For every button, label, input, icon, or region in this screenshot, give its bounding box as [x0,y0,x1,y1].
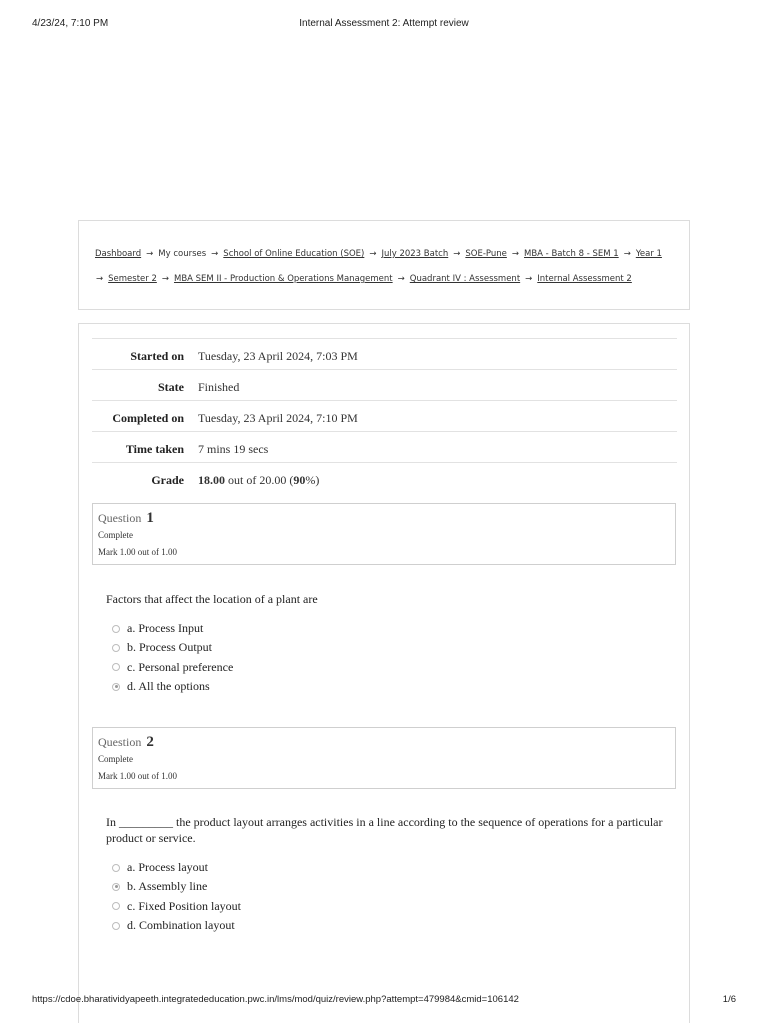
question-mark: Mark 1.00 out of 1.00 [98,547,177,557]
breadcrumb-separator-icon: → [453,249,461,259]
radio-button[interactable] [112,883,120,891]
print-url: https://cdoe.bharatividyapeeth.integratededucation.pwc.in/lms/mod/quiz/review.php?attempt=479984&cmid=106142 [32,994,519,1005]
summary-label: Grade [151,473,184,487]
summary-value: Tuesday, 23 April 2024, 7:10 PM [198,411,358,425]
answer-option[interactable] [112,658,233,677]
breadcrumb-item[interactable]: Quadrant IV : Assessment [409,274,521,284]
question-state: Complete [98,754,133,764]
answer-option[interactable] [112,619,233,638]
question-mark: Mark 1.00 out of 1.00 [98,771,177,781]
question-number [98,734,154,751]
grade-value [198,473,319,488]
attempt-review-region [78,323,690,1023]
print-page-number: 1/6 [722,994,736,1005]
question-1-text: Factors that affect the location of a plant are [106,592,318,606]
question-number-value: 2 [146,734,154,750]
print-page-title: Internal Assessment 2: Attempt review [299,18,469,29]
summary-row-completed-on [92,400,677,431]
summary-row-started-on [92,338,677,369]
question-number [98,510,154,527]
question-label: Question [98,735,142,749]
question-2-answers [112,858,241,935]
breadcrumb-separator-icon: → [161,274,169,284]
question-state: Complete [98,530,133,540]
breadcrumb-separator-icon: → [211,249,219,259]
summary-label: Completed on [112,411,184,425]
answer-label: b. Process Output [127,640,212,655]
attempt-summary-table [92,338,677,493]
answer-option[interactable] [112,638,233,657]
summary-label: Started on [130,349,184,363]
answer-label: d. All the options [127,679,210,694]
breadcrumb-separator-icon: → [369,249,377,259]
answer-option[interactable] [112,677,233,696]
answer-label: d. Combination layout [127,918,235,933]
breadcrumb-item[interactable]: Semester 2 [108,274,157,284]
breadcrumb-item[interactable]: MBA SEM II - Production & Operations Management [173,274,393,284]
radio-button[interactable] [112,663,120,671]
breadcrumb-item: My courses [158,249,207,259]
answer-label: a. Process layout [127,860,208,875]
breadcrumb-separator-icon: → [96,274,104,284]
breadcrumb-item[interactable]: Internal Assessment 2 [537,274,632,284]
print-header [0,18,768,32]
answer-option[interactable] [112,916,241,935]
breadcrumb-line-1 [95,249,662,259]
summary-row-time-taken [92,431,677,462]
breadcrumb-item[interactable]: SOE-Pune [465,249,507,259]
summary-label: State [158,380,184,394]
breadcrumb-item[interactable]: July 2023 Batch [381,249,449,259]
summary-value: Tuesday, 23 April 2024, 7:03 PM [198,349,358,363]
breadcrumb-separator-icon: → [623,249,631,259]
answer-label: c. Fixed Position layout [127,898,241,913]
answer-label: c. Personal preference [127,659,234,674]
summary-value: 7 mins 19 secs [198,442,269,456]
breadcrumb-separator-icon: → [511,249,519,259]
answer-option[interactable] [112,897,241,916]
radio-button[interactable] [112,922,120,930]
answer-label: a. Process Input [127,621,204,636]
print-datetime: 4/23/24, 7:10 PM [32,18,109,29]
grade-score: 18.00 [198,473,225,487]
question-label: Question [98,511,142,525]
radio-button[interactable] [112,625,120,633]
question-2-text: In _________ the product layout arranges activities in a line according to the sequence of operations for a particular product or service. [106,815,663,845]
summary-value: Finished [198,380,240,394]
radio-button[interactable] [112,902,120,910]
question-1-info [92,503,676,565]
breadcrumb-item[interactable]: Year 1 [635,249,662,259]
summary-row-grade [92,462,677,493]
question-number-value: 1 [146,510,154,526]
breadcrumb-separator-icon: → [525,274,533,284]
breadcrumb-line-2 [91,274,632,284]
grade-percent: 90 [293,473,306,487]
breadcrumb-item[interactable]: School of Online Education (SOE) [223,249,365,259]
breadcrumb-separator-icon: → [397,274,405,284]
answer-option[interactable] [112,858,241,877]
radio-button[interactable] [112,644,120,652]
answer-label: b. Assembly line [127,879,208,894]
summary-row-state [92,369,677,400]
breadcrumb-separator-icon: → [146,249,154,259]
breadcrumb [78,220,690,310]
breadcrumb-item[interactable]: Dashboard [95,249,142,259]
breadcrumb-item[interactable]: MBA - Batch 8 - SEM 1 [524,249,619,259]
summary-label: Time taken [125,442,184,456]
grade-percent-suffix: %) [305,473,320,487]
answer-option[interactable] [112,877,241,896]
radio-button[interactable] [112,864,120,872]
question-1-answers [112,619,233,696]
grade-total: out of 20.00 ( [225,473,294,487]
question-2-info [92,727,676,789]
radio-button[interactable] [112,683,120,691]
